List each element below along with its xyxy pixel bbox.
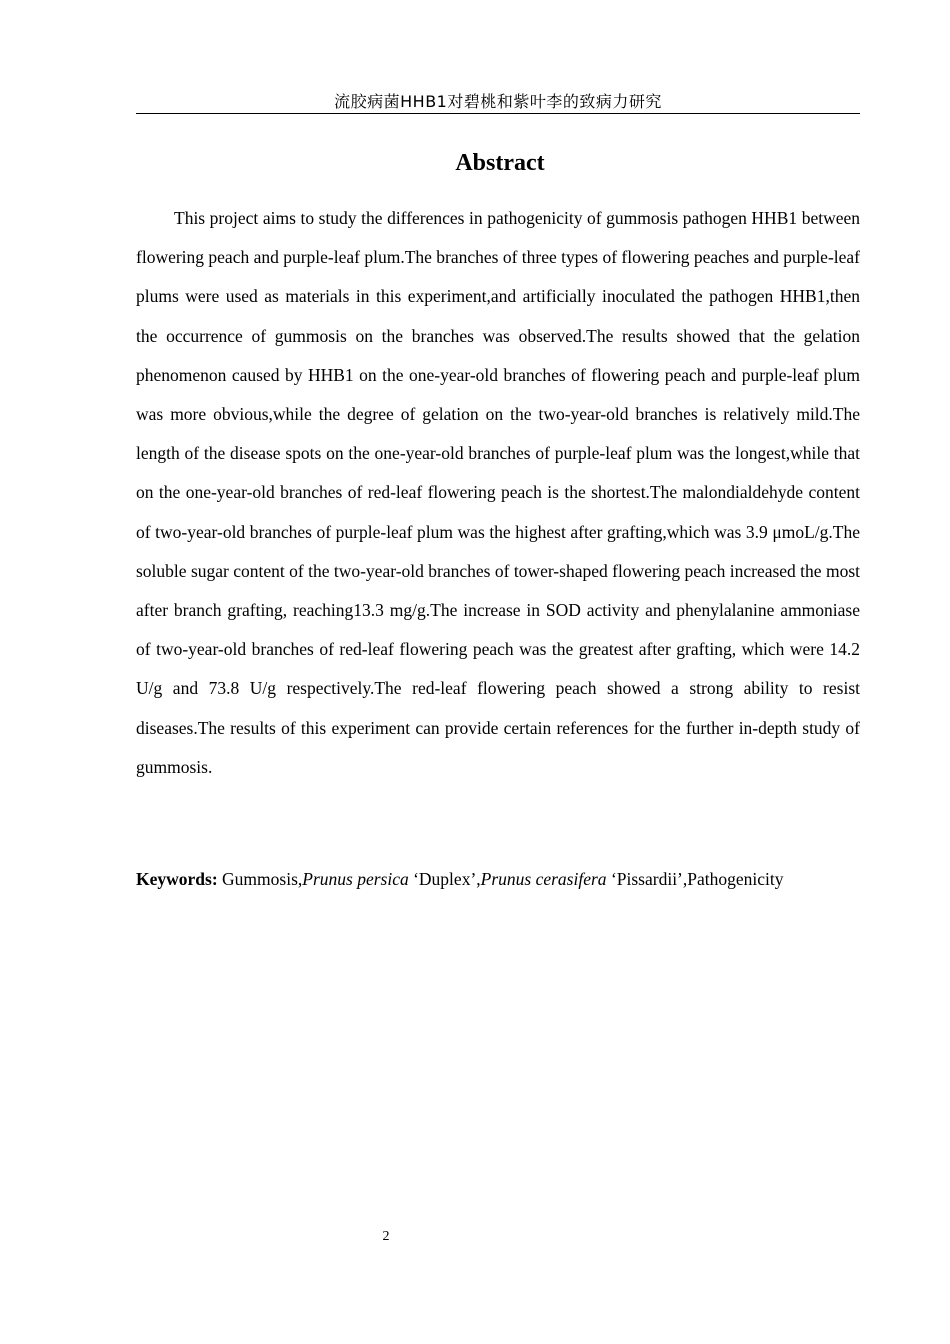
keywords-label: Keywords: xyxy=(136,869,218,889)
keyword-item: ‘Duplex’, xyxy=(408,869,481,889)
running-header: 流胶病菌HHB1对碧桃和紫叶李的致病力研究 xyxy=(334,92,662,111)
keyword-item-latin-name: Prunus persica xyxy=(302,869,409,889)
keywords-line xyxy=(136,864,860,894)
keyword-item: Gummosis, xyxy=(222,869,303,889)
header-rule xyxy=(136,113,860,114)
abstract-body: This project aims to study the differences in pathogenicity of gummosis pathogen HHB1 between flowering peach and purple-leaf plum.The branches of three types of flowering peaches and purple-leaf plums were used as materials in this experiment,and artificially inoculated the pathogen HHB1,then the occurrence of gummosis on the branches was observed.The results showed that the gelation phenomenon caused by HHB1 on the one-year-old branches of flowering peach and purple-leaf plum was more obvious,while the degree of gelation on the two-year-old branches is relatively mild.The length of the disease spots on the one-year-old branches of purple-leaf plum was the longest,while that on the one-year-old branches of red-leaf flowering peach is the shortest.The malondialdehyde content of two-year-old branches of purple-leaf plum was the highest after grafting,which was 3.9 μmoL/g.The soluble sugar content of the two-year-old branches of tower-shaped flowering peach increased the most after branch grafting, reaching13.3 mg/g.The increase in SOD activity and phenylalanine ammoniase of two-year-old branches of red-leaf flowering peach was the greatest after grafting, which were 14.2 U/g and 73.8 U/g respectively.The red-leaf flowering peach showed a strong ability to resist diseases.The results of this experiment can provide certain references for the further in-depth study of gummosis. xyxy=(136,208,860,777)
keyword-item: ‘Pissardii’,Pathogenicity xyxy=(606,869,784,889)
page-number: 2 xyxy=(382,1229,390,1244)
keyword-item-latin-name: Prunus cerasifera xyxy=(480,869,607,889)
abstract-title: Abstract xyxy=(455,150,545,176)
